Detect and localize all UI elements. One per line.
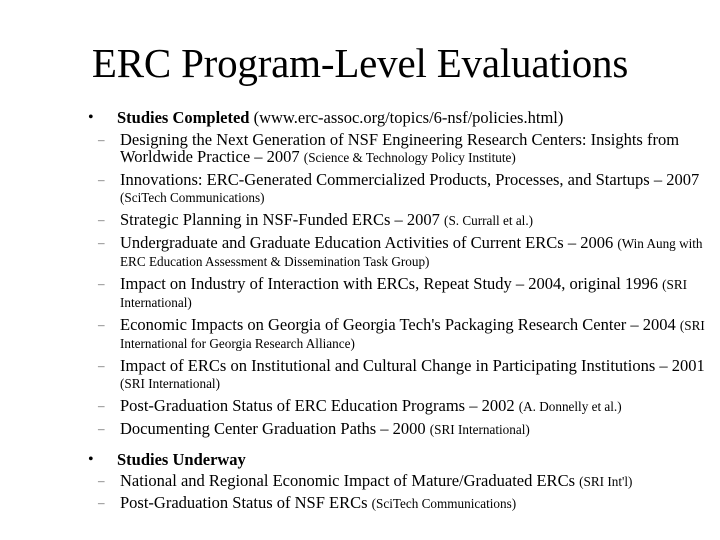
list-item: [98, 357, 705, 392]
section-studies-completed: [0, 107, 720, 443]
item-text: Economic Impacts on Georgia of Georgia Tech's Packaging Research Center – 2004: [120, 315, 680, 334]
item-note: (A. Donnelly et al.): [518, 399, 622, 414]
list-item: [98, 211, 705, 229]
section-heading: [117, 449, 246, 471]
item-note: (SciTech Communications): [120, 190, 265, 205]
item-text: Innovations: ERC-Generated Commercialized Products, Processes, and Startups – 2007: [120, 170, 700, 189]
item-note: (SciTech Communications): [371, 496, 517, 511]
item-note: (SRI International): [120, 277, 688, 310]
item-text: Designing the Next Generation of NSF Engineering Research Centers: Insights from Worldwide Practice – 2007: [120, 130, 680, 166]
item-text: Undergraduate and Graduate Education Activities of Current ERCs – 2006: [120, 233, 618, 252]
list-item: [98, 397, 705, 415]
section-heading-label: Studies Completed: [117, 108, 250, 127]
dash-icon: –: [98, 276, 105, 291]
bullet-icon: •: [88, 109, 94, 126]
item-text: Impact on Industry of Interaction with ERCs, Repeat Study – 2004, original 1996: [120, 274, 663, 293]
item-text: Documenting Center Graduation Paths – 2000: [120, 419, 430, 438]
item-note: (SRI International for Georgia Research Alliance): [120, 318, 705, 351]
section-heading-note: (www.erc-assoc.org/topics/6-nsf/policies.html): [249, 108, 564, 127]
list-item: [98, 420, 705, 438]
section-heading-label: Studies Underway: [117, 450, 246, 469]
slide-title: ERC Program-Level Evaluations: [91, 40, 629, 86]
item-text: Post-Graduation Status of NSF ERCs: [120, 493, 372, 512]
item-text: Impact of ERCs on Institutional and Cultural Change in Participating Institutions – 2001: [120, 356, 705, 375]
item-note: (Science & Technology Policy Institute): [303, 150, 516, 165]
list-item: [98, 316, 705, 352]
item-note: (SRI International): [120, 376, 220, 391]
dash-icon: –: [98, 495, 105, 510]
dash-icon: –: [98, 172, 105, 187]
section-studies-underway: [0, 449, 720, 517]
dash-icon: –: [98, 358, 105, 373]
list-item: [98, 494, 705, 512]
dash-icon: –: [98, 398, 105, 413]
list-item: [98, 131, 705, 166]
dash-icon: –: [98, 421, 105, 436]
item-note: (SRI Int'l): [579, 474, 633, 489]
item-text: Strategic Planning in NSF-Funded ERCs – 2007: [120, 210, 445, 229]
item-note: (SRI International): [429, 422, 530, 437]
list-item: [98, 472, 705, 490]
dash-icon: –: [98, 132, 105, 147]
list-item: [98, 275, 705, 311]
list-item: [98, 171, 705, 206]
dash-icon: –: [98, 473, 105, 488]
dash-icon: –: [98, 212, 105, 227]
dash-icon: –: [98, 235, 105, 250]
item-note: (Win Aung with ERC Education Assessment & Dissemination Task Group): [120, 236, 703, 269]
bullet-icon: •: [88, 451, 94, 468]
item-text: National and Regional Economic Impact of Mature/Graduated ERCs: [120, 471, 580, 490]
dash-icon: –: [98, 317, 105, 332]
section-heading: [117, 107, 563, 129]
item-text: Post-Graduation Status of ERC Education Programs – 2002: [120, 396, 519, 415]
list-item: [98, 234, 705, 270]
item-note: (S. Currall et al.): [444, 213, 534, 228]
